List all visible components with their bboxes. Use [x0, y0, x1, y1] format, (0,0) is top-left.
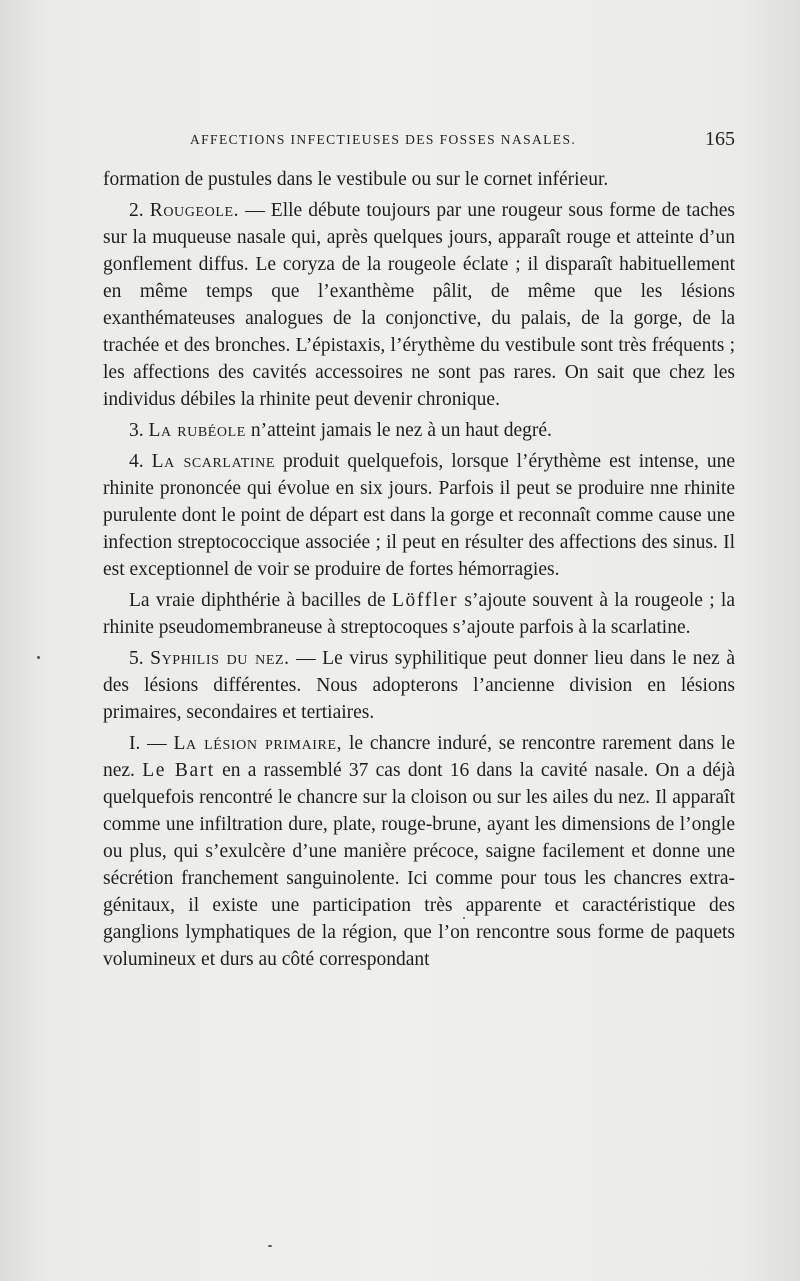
print-speck [463, 917, 465, 919]
section-number: I. — [129, 733, 174, 754]
section-number: 4. [129, 451, 152, 472]
print-speck [268, 1245, 272, 1247]
page-header [190, 128, 735, 152]
section-heading-rubeole: La rubéole [148, 420, 246, 441]
page-number: 165 [705, 128, 735, 150]
section-heading-syphilis: Syphilis du nez. [150, 648, 290, 669]
paragraph-syphilis: 5. Syphilis du nez. — Le virus syphilitique peut donner lieu dans le nez à des lésions différentes. Nous adopterons l’ancienne division en lésions primaires, secondaires et tertiaires. [103, 648, 735, 723]
section-heading-lesion-primaire: La lésion primaire, [173, 733, 343, 754]
author-name-le-bart: Le Bart [142, 760, 215, 781]
author-name-loffler: Löffler [392, 590, 459, 611]
paragraph-diphtherie: La vraie diphthérie à bacilles de Löffler s’ajoute souvent à la rougeole ; la rhinite pseudomembraneuse à streptocoques s’ajoute parfois à la scarlatine. [103, 590, 735, 638]
section-number: 5. [129, 648, 151, 669]
section-heading-scarlatine: La scarlatine [151, 451, 276, 472]
running-title: AFFECTIONS INFECTIEUSES DES FOSSES NASALES. [190, 132, 577, 147]
section-heading-rougeole: Rougeole. [149, 200, 240, 221]
paragraph-scarlatine: 4. La scarlatine produit quelquefois, lorsque l’érythème est intense, une rhinite prononcée qui évolue en six jours. Parfois il peut se produire nne rhinite purulente dont le point de départ est dans la gorge et reconnaît comme cause une infection streptococcique associée ; il peut en résulter des affections des sinus. Il est exceptionnel de voir se produire de fortes hémorragies. [103, 451, 736, 580]
paragraph-continuation: formation de pustules dans le vestibule ou sur le cornet inférieur. [103, 169, 609, 190]
paragraph-rougeole: 2. Rougeole. — Elle débute toujours par une rougeur sous forme de taches sur la muqueuse nasale qui, après quelques jours, apparaît rouge et atteinte d’un gonflement diffus. Le coryza de la rougeole éclate ; il disparaît habituellement en même temps que l’exanthème pâlit, de même que les lésions exanthémateuses analogues de la conjonctive, du palais, de la gorge, de la trachée et des bronches. L’épistaxis, l’érythème du vestibule sont très fréquents ; les affections des cavités accessoires ne sont pas rares. On sait que chez les individus débiles la rhinite peut devenir chronique. [103, 200, 735, 410]
body-text [103, 166, 735, 977]
section-number: 3. [129, 420, 149, 441]
print-speck [37, 656, 40, 659]
paragraph-rubeole: 3. La rubéole n’atteint jamais le nez à un haut degré. [129, 420, 552, 441]
paragraph-lesion-primaire: I. — La lésion primaire, le chancre induré, se rencontre rarement dans le nez. Le Bart en a rassemblé 37 cas dont 16 dans la cavité nasale. On a déjà quelquefois rencontré le chancre sur la cloison ou sur les ailes du nez. Il apparaît comme une infiltration dure, plate, rouge-brune, ayant les dimensions de l’ongle ou plus, qui s’exulcère d’une manière précoce, saigne facilement et donne une sécrétion franchement sanguinolente. Ici comme pour tous les chancres extra-génitaux, il existe une participation très apparente et caractéristique des ganglions lymphatiques de la région, que l’on rencontre sous forme de paquets volumineux et durs au côté correspondant [103, 733, 736, 970]
section-number: 2. [129, 200, 150, 221]
